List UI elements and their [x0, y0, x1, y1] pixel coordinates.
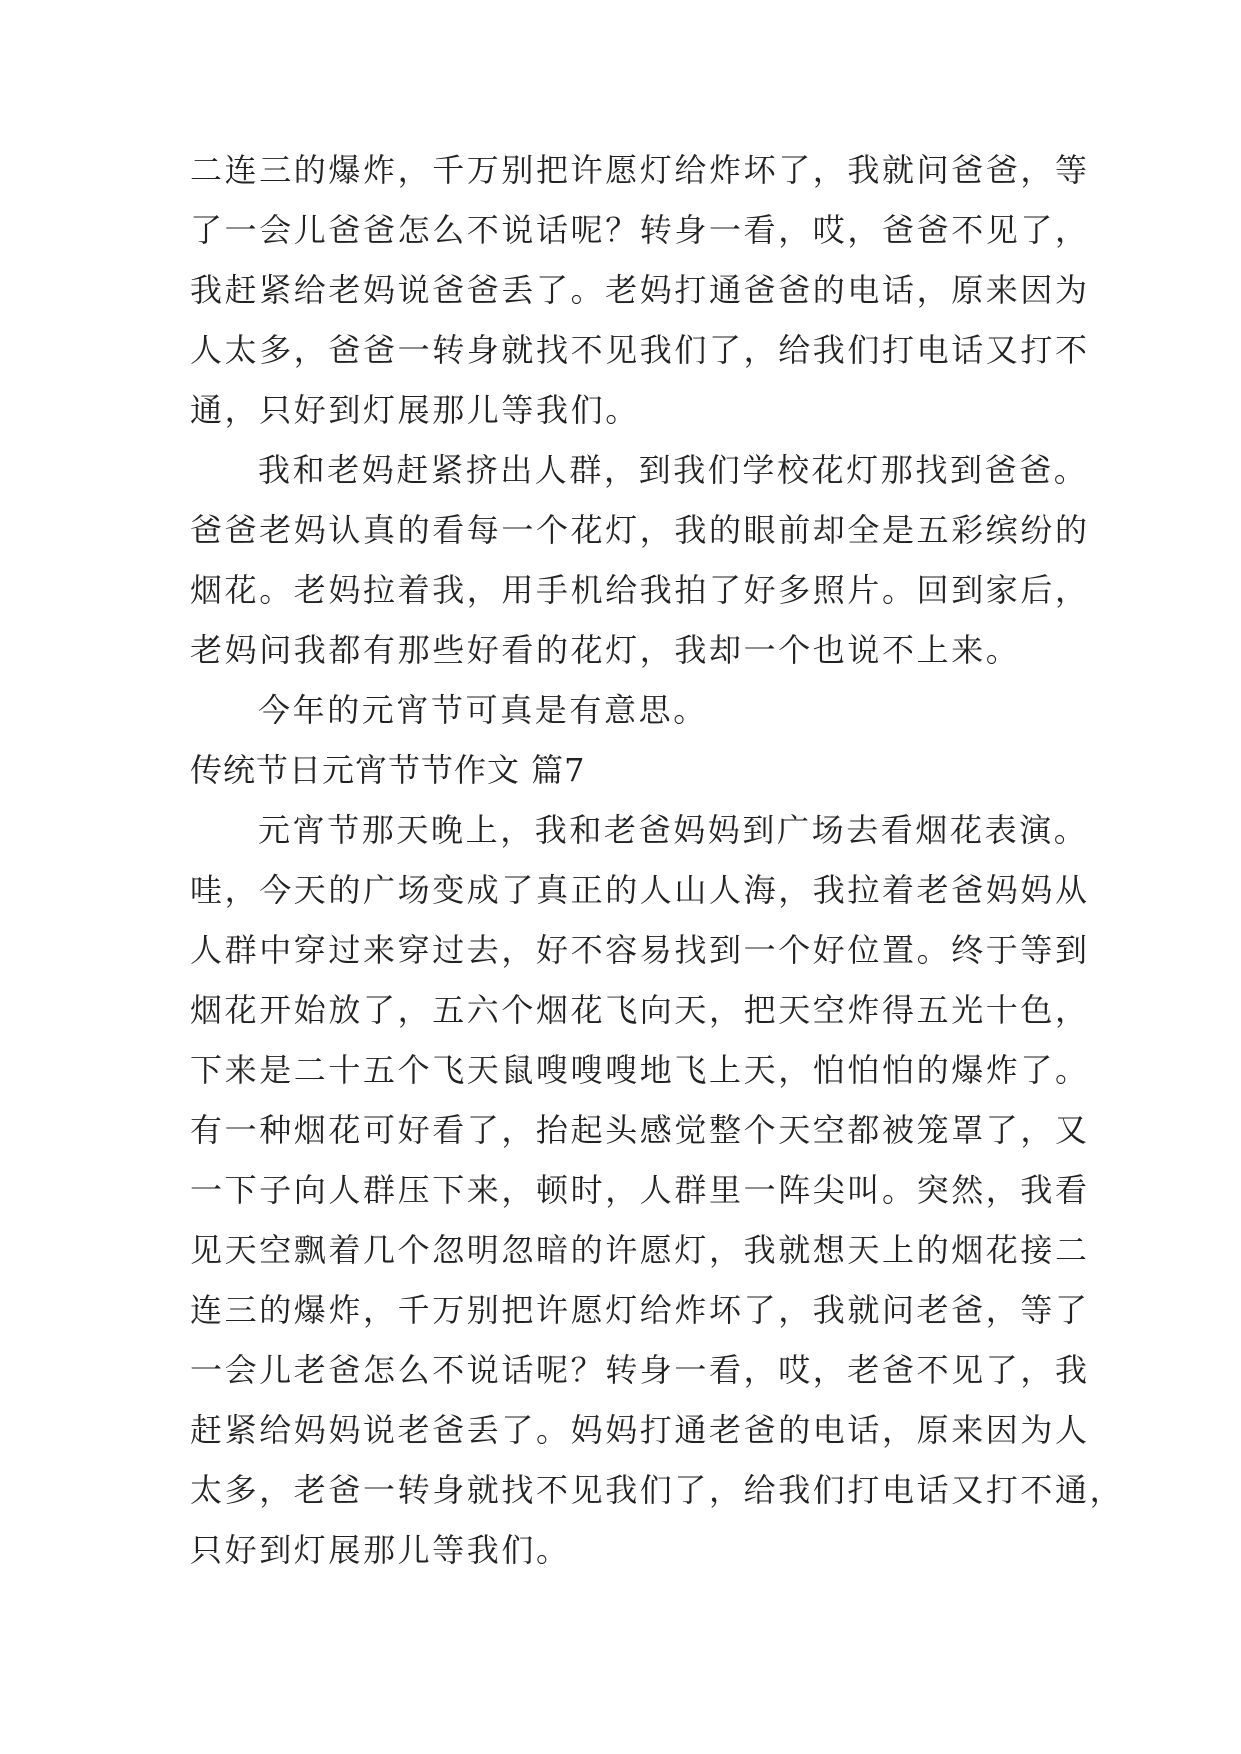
text-line: 一下子向人群压下来，顿时，人群里一阵尖叫。突然，我看	[190, 1171, 1090, 1209]
text-line: 今年的元宵节可真是有意思。	[258, 691, 708, 729]
text-line: 了一会儿爸爸怎么不说话呢？转身一看，哎，爸爸不见了，	[190, 211, 1090, 249]
paragraph	[190, 680, 1080, 740]
text-line: 我赶紧给老妈说爸爸丢了。老妈打通爸爸的电话，原来因为	[190, 271, 1090, 309]
text-line: 一会儿老爸怎么不说话呢？转身一看，哎，老爸不见了，我	[190, 1351, 1090, 1389]
text-line: 下来是二十五个飞天鼠嗖嗖嗖地飞上天，怕怕怕的爆炸了。	[190, 1051, 1090, 1089]
text-line: 人太多，爸爸一转身就找不见我们了，给我们打电话又打不	[190, 331, 1090, 369]
paragraph-continued	[190, 140, 1090, 440]
text-line: 哇，今天的广场变成了真正的人山人海，我拉着老爸妈妈从	[190, 871, 1090, 909]
text-line: 赶紧给妈妈说老爸丢了。妈妈打通老爸的电话，原来因为人	[190, 1411, 1090, 1449]
text-line: 只好到灯展那儿等我们。	[190, 1531, 571, 1569]
text-line: 我和老妈赶紧挤出人群，到我们学校花灯那找到爸爸。	[258, 451, 1089, 489]
text-line: 有一种烟花可好看了，抬起头感觉整个天空都被笼罩了，又	[190, 1111, 1090, 1149]
text-line: 二连三的爆炸，千万别把许愿灯给炸坏了，我就问爸爸，等	[190, 151, 1090, 189]
section-heading: 传统节日元宵节节作文 篇7	[190, 751, 586, 789]
text-line: 连三的爆炸，千万别把许愿灯给炸坏了，我就问老爸，等了	[190, 1291, 1090, 1329]
paragraph	[190, 800, 1125, 1580]
text-line: 元宵节那天晚上，我和老爸妈妈到广场去看烟花表演。	[258, 811, 1089, 849]
text-line: 老妈问我都有那些好看的花灯，我却一个也说不上来。	[190, 631, 1021, 669]
text-line: 烟花开始放了，五六个烟花飞向天，把天空炸得五光十色，	[190, 991, 1090, 1029]
text-line: 烟花。老妈拉着我，用手机给我拍了好多照片。回到家后，	[190, 571, 1090, 609]
text-line: 爸爸老妈认真的看每一个花灯，我的眼前却全是五彩缤纷的	[190, 511, 1090, 549]
text-line: 通，只好到灯展那儿等我们。	[190, 391, 640, 429]
paragraph	[190, 440, 1090, 680]
text-line: 人群中穿过来穿过去，好不容易找到一个好位置。终于等到	[190, 931, 1090, 969]
document-body	[190, 140, 1125, 1580]
text-line: 见天空飘着几个忽明忽暗的许愿灯，我就想天上的烟花接二	[190, 1231, 1090, 1269]
text-line: 太多，老爸一转身就找不见我们了，给我们打电话又打不通，	[190, 1471, 1125, 1509]
